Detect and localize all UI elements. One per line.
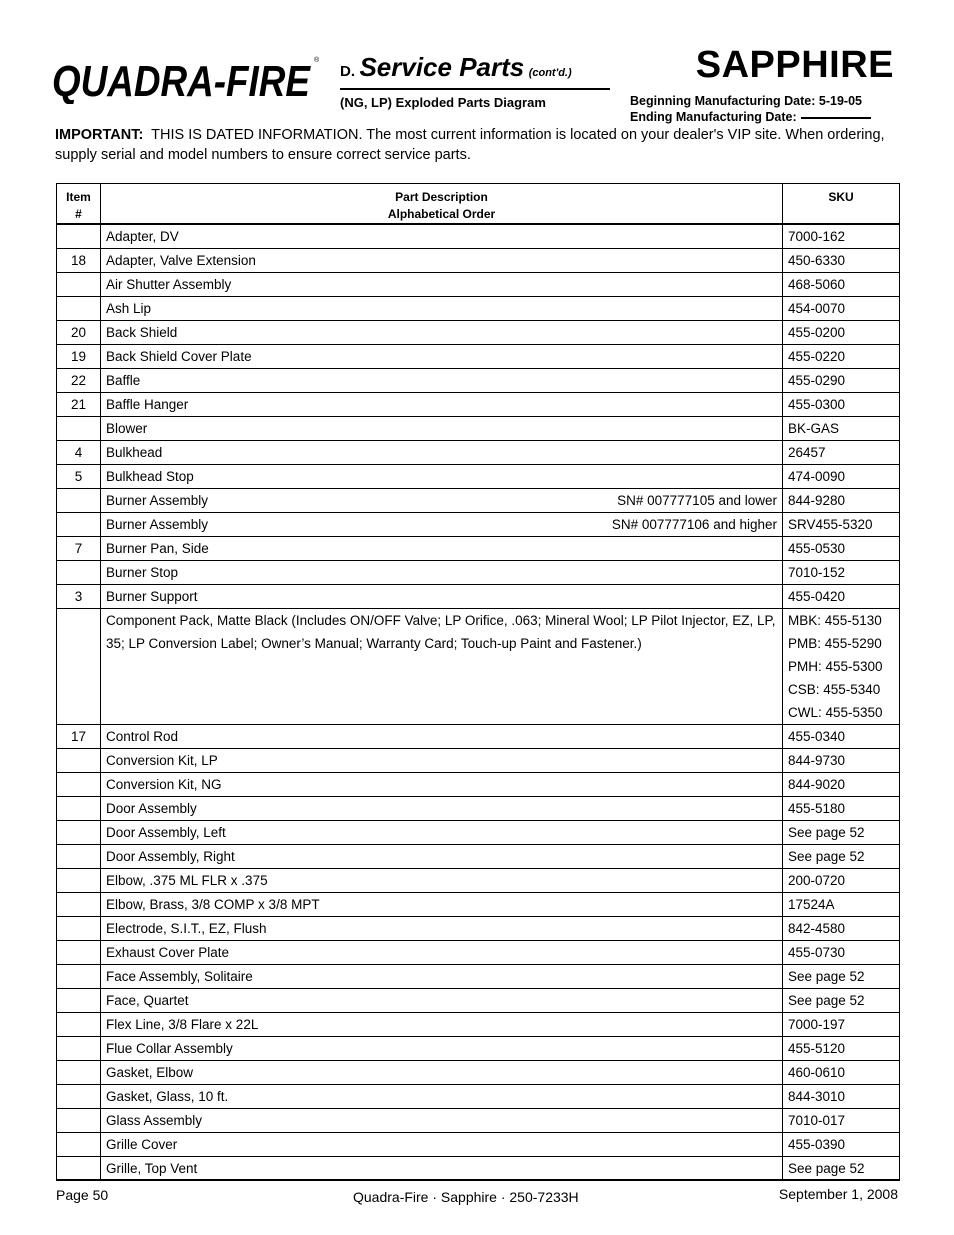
table-row: [57, 224, 900, 249]
table-row: [57, 537, 900, 561]
important-notice: [55, 126, 900, 165]
part-description: Exhaust Cover Plate: [106, 945, 230, 960]
table-row: [57, 989, 900, 1013]
table-row: [57, 1061, 900, 1085]
table-row: [57, 1037, 900, 1061]
document-date: September 1, 2008: [778, 1186, 898, 1202]
sku-value: SRV455-5320: [783, 513, 900, 537]
important-text: THIS IS DATED INFORMATION. The most current information is located on your dealer's VIP site. When ordering, supply serial and model numbers to ensure correct service parts.: [55, 127, 885, 163]
sku-value: 460-0610: [783, 1061, 900, 1085]
sku-value: 26457: [783, 441, 900, 465]
item-number: [57, 1013, 101, 1037]
manufacturing-dates: [630, 93, 871, 125]
part-description-cell: [101, 321, 783, 345]
part-description: Baffle: [106, 373, 141, 388]
part-description-cell: [101, 917, 783, 941]
table-row: [57, 369, 900, 393]
part-description: Grille, Top Vent: [106, 1161, 198, 1176]
part-description-cell: [101, 297, 783, 321]
begin-date: Beginning Manufacturing Date: 5-19-05: [630, 94, 862, 108]
part-description-cell: [101, 965, 783, 989]
part-description: Conversion Kit, LP: [106, 753, 218, 768]
item-number: [57, 965, 101, 989]
item-number: [57, 917, 101, 941]
table-row: [57, 1157, 900, 1181]
sku-value: See page 52: [783, 965, 900, 989]
part-description-cell: [101, 773, 783, 797]
part-description: Glass Assembly: [106, 1113, 203, 1128]
table-row: [57, 441, 900, 465]
sku-value: 455-5180: [783, 797, 900, 821]
sku-value: 455-0340: [783, 725, 900, 749]
part-description-cell: [101, 1133, 783, 1157]
end-date-blank: [801, 117, 871, 119]
part-description-cell: [101, 369, 783, 393]
end-date-row: [630, 109, 871, 125]
part-description: Grille Cover: [106, 1137, 178, 1152]
item-number: 5: [57, 465, 101, 489]
part-description: Bulkhead Stop: [106, 469, 194, 484]
sku-value: 455-0730: [783, 941, 900, 965]
sku-value: 455-0300: [783, 393, 900, 417]
part-description: Face Assembly, Solitaire: [106, 969, 253, 984]
part-description: Component Pack, Matte Black (Includes ON/OFF Valve; LP Orifice, .063; Mineral Wool; LP Pilot Injector, EZ, LP, 35; LP Conversion Label; Owner’s Manual; Warranty Card; Touch-up Paint and Fastener.): [101, 609, 783, 725]
item-number: 4: [57, 441, 101, 465]
part-description-cell: [101, 821, 783, 845]
sku-value: 844-9020: [783, 773, 900, 797]
table-row: [57, 297, 900, 321]
item-number: [57, 869, 101, 893]
part-description: Back Shield: [106, 325, 178, 340]
item-number: 3: [57, 585, 101, 609]
part-description-cell: [101, 1109, 783, 1133]
svg-text:QUADRA-FIRE: QUADRA-FIRE: [52, 57, 312, 104]
footer-rule: [56, 1179, 899, 1180]
serial-note: SN# 007777106 and higher: [611, 517, 777, 532]
header-sku: SKU: [783, 184, 900, 225]
part-description-cell: [101, 537, 783, 561]
part-description-cell: [101, 1037, 783, 1061]
table-row: [57, 1133, 900, 1157]
item-number: [57, 797, 101, 821]
sku-value: BK-GAS: [783, 417, 900, 441]
product-title: SAPPHIRE: [695, 44, 894, 86]
part-description: Door Assembly, Right: [106, 849, 235, 864]
part-description-cell: [101, 513, 783, 537]
sku-value: 455-0420: [783, 585, 900, 609]
part-description-cell: [101, 441, 783, 465]
item-number: [57, 297, 101, 321]
item-number: 17: [57, 725, 101, 749]
sku-value: 17524A: [783, 893, 900, 917]
table-row: [57, 1013, 900, 1037]
part-description: Ash Lip: [106, 301, 152, 316]
sku-value: See page 52: [783, 821, 900, 845]
part-description: Burner Pan, Side: [106, 541, 209, 556]
parts-table: [56, 183, 900, 1181]
sku-value: 7000-197: [783, 1013, 900, 1037]
part-description-cell: [101, 725, 783, 749]
page-number: Page 50: [56, 1187, 109, 1203]
part-description-cell: [101, 273, 783, 297]
sku-value: CWL: 455-5350: [788, 705, 883, 720]
part-description: Blower: [106, 421, 148, 436]
important-label: IMPORTANT:: [55, 127, 144, 143]
table-row: [57, 941, 900, 965]
sku-value: See page 52: [783, 989, 900, 1013]
sku-value: 844-9730: [783, 749, 900, 773]
part-description-cell: [101, 797, 783, 821]
table-row: [57, 393, 900, 417]
section-heading: Service Parts: [359, 52, 525, 82]
part-description-cell: [101, 393, 783, 417]
part-description-cell: [101, 249, 783, 273]
table-row: [57, 797, 900, 821]
table-row: [57, 513, 900, 537]
sku-value: See page 52: [783, 845, 900, 869]
item-number: [57, 561, 101, 585]
sku-value: 842-4580: [783, 917, 900, 941]
part-description-cell: [101, 869, 783, 893]
item-number: 19: [57, 345, 101, 369]
diagram-subtitle: (NG, LP) Exploded Parts Diagram: [340, 95, 546, 110]
item-number: [57, 489, 101, 513]
sku-value: 468-5060: [783, 273, 900, 297]
part-description: Face, Quartet: [106, 993, 189, 1008]
sku-value: CSB: 455-5340: [788, 682, 881, 697]
table-row: [57, 1085, 900, 1109]
table-row: [57, 917, 900, 941]
item-number: [57, 989, 101, 1013]
part-description: Electrode, S.I.T., EZ, Flush: [106, 921, 267, 936]
part-description: Gasket, Elbow: [106, 1065, 194, 1080]
part-description-cell: [101, 465, 783, 489]
sku-value: 7000-162: [783, 224, 900, 249]
part-description: Gasket, Glass, 10 ft.: [106, 1089, 229, 1104]
item-number: [57, 1157, 101, 1181]
item-number: [57, 224, 101, 249]
item-number: [57, 893, 101, 917]
document-id: Quadra-Fire · Sapphire · 250-7233H: [353, 1189, 579, 1205]
header-description: Part Description Alphabetical Order: [101, 184, 783, 225]
part-description: Elbow, .375 ML FLR x .375: [106, 873, 268, 888]
part-description: Door Assembly: [106, 801, 197, 816]
part-description-cell: [101, 1085, 783, 1109]
table-row: [57, 273, 900, 297]
part-description: Flex Line, 3/8 Flare x 22L: [106, 1017, 259, 1032]
item-number: [57, 941, 101, 965]
sku-value: PMH: 455-5300: [788, 659, 883, 674]
part-description-cell: [101, 749, 783, 773]
part-description: Bulkhead: [106, 445, 163, 460]
sku-value: PMB: 455-5290: [788, 636, 882, 651]
table-row-component-pack: [57, 609, 900, 725]
part-description: Conversion Kit, NG: [106, 777, 222, 792]
item-number: [57, 1037, 101, 1061]
part-description-cell: [101, 989, 783, 1013]
section-letter: D.: [340, 63, 355, 80]
item-number: [57, 609, 101, 725]
part-description-cell: [101, 845, 783, 869]
part-description: Adapter, DV: [106, 229, 179, 244]
header-item: Item #: [57, 184, 101, 225]
sku-value: 844-3010: [783, 1085, 900, 1109]
part-description-cell: [101, 941, 783, 965]
part-description: Control Rod: [106, 729, 179, 744]
table-row: [57, 869, 900, 893]
item-number: [57, 1061, 101, 1085]
sku-value: 455-5120: [783, 1037, 900, 1061]
part-description: Burner Assembly: [106, 493, 209, 508]
table-row: [57, 489, 900, 513]
sku-value: 455-0220: [783, 345, 900, 369]
table-row: [57, 965, 900, 989]
table-row: [57, 417, 900, 441]
sku-value: 455-0390: [783, 1133, 900, 1157]
part-description-cell: [101, 345, 783, 369]
part-description-cell: [101, 1157, 783, 1181]
item-number: [57, 773, 101, 797]
table-header-row: [57, 184, 900, 225]
sku-value: 454-0070: [783, 297, 900, 321]
sku-value: 844-9280: [783, 489, 900, 513]
sku-value: 7010-152: [783, 561, 900, 585]
part-description: Adapter, Valve Extension: [106, 253, 256, 268]
item-number: 18: [57, 249, 101, 273]
table-row: [57, 749, 900, 773]
table-row: [57, 465, 900, 489]
sku-value: 455-0530: [783, 537, 900, 561]
item-number: [57, 273, 101, 297]
part-description: Air Shutter Assembly: [106, 277, 232, 292]
item-number: [57, 1109, 101, 1133]
item-number: 22: [57, 369, 101, 393]
end-date: Ending Manufacturing Date:: [630, 110, 797, 124]
part-description: Back Shield Cover Plate: [106, 349, 252, 364]
sku-value: 455-0200: [783, 321, 900, 345]
table-row: [57, 561, 900, 585]
section-contd: (cont'd.): [528, 67, 572, 79]
sku-value: MBK: 455-5130: [788, 613, 882, 628]
table-row: [57, 585, 900, 609]
part-description: Burner Stop: [106, 565, 179, 580]
item-number: [57, 821, 101, 845]
item-number: 21: [57, 393, 101, 417]
part-description: Elbow, Brass, 3/8 COMP x 3/8 MPT: [106, 897, 320, 912]
sku-value: See page 52: [783, 1157, 900, 1181]
sku-value: 474-0090: [783, 465, 900, 489]
serial-note: SN# 007777105 and lower: [617, 493, 777, 508]
table-row: [57, 821, 900, 845]
sku-value: 455-0290: [783, 369, 900, 393]
item-number: 7: [57, 537, 101, 561]
table-row: [57, 893, 900, 917]
table-row: [57, 725, 900, 749]
item-number: [57, 513, 101, 537]
section-title: [340, 52, 610, 90]
item-number: [57, 749, 101, 773]
part-description-cell: [101, 224, 783, 249]
part-description-cell: [101, 417, 783, 441]
sku-value: 200-0720: [783, 869, 900, 893]
part-description-cell: [101, 1013, 783, 1037]
part-description: Baffle Hanger: [106, 397, 189, 412]
table-row: [57, 249, 900, 273]
item-number: 20: [57, 321, 101, 345]
table-row: [57, 345, 900, 369]
sku-value: 7010-017: [783, 1109, 900, 1133]
part-description: Door Assembly, Left: [106, 825, 226, 840]
part-description-cell: [101, 893, 783, 917]
sku-value: 450-6330: [783, 249, 900, 273]
table-row: [57, 1109, 900, 1133]
quadra-fire-logo: [52, 54, 322, 104]
item-number: [57, 417, 101, 441]
part-description-cell: [101, 489, 783, 513]
sku-list: [783, 609, 900, 725]
table-row: [57, 845, 900, 869]
part-description: Flue Collar Assembly: [106, 1041, 233, 1056]
part-description-cell: [101, 585, 783, 609]
item-number: [57, 1133, 101, 1157]
table-row: [57, 773, 900, 797]
item-number: [57, 845, 101, 869]
part-description-cell: [101, 1061, 783, 1085]
svg-text:®: ®: [314, 57, 320, 64]
item-number: [57, 1085, 101, 1109]
part-description-cell: [101, 561, 783, 585]
part-description: Burner Assembly: [106, 517, 209, 532]
table-row: [57, 321, 900, 345]
part-description: Burner Support: [106, 589, 198, 604]
